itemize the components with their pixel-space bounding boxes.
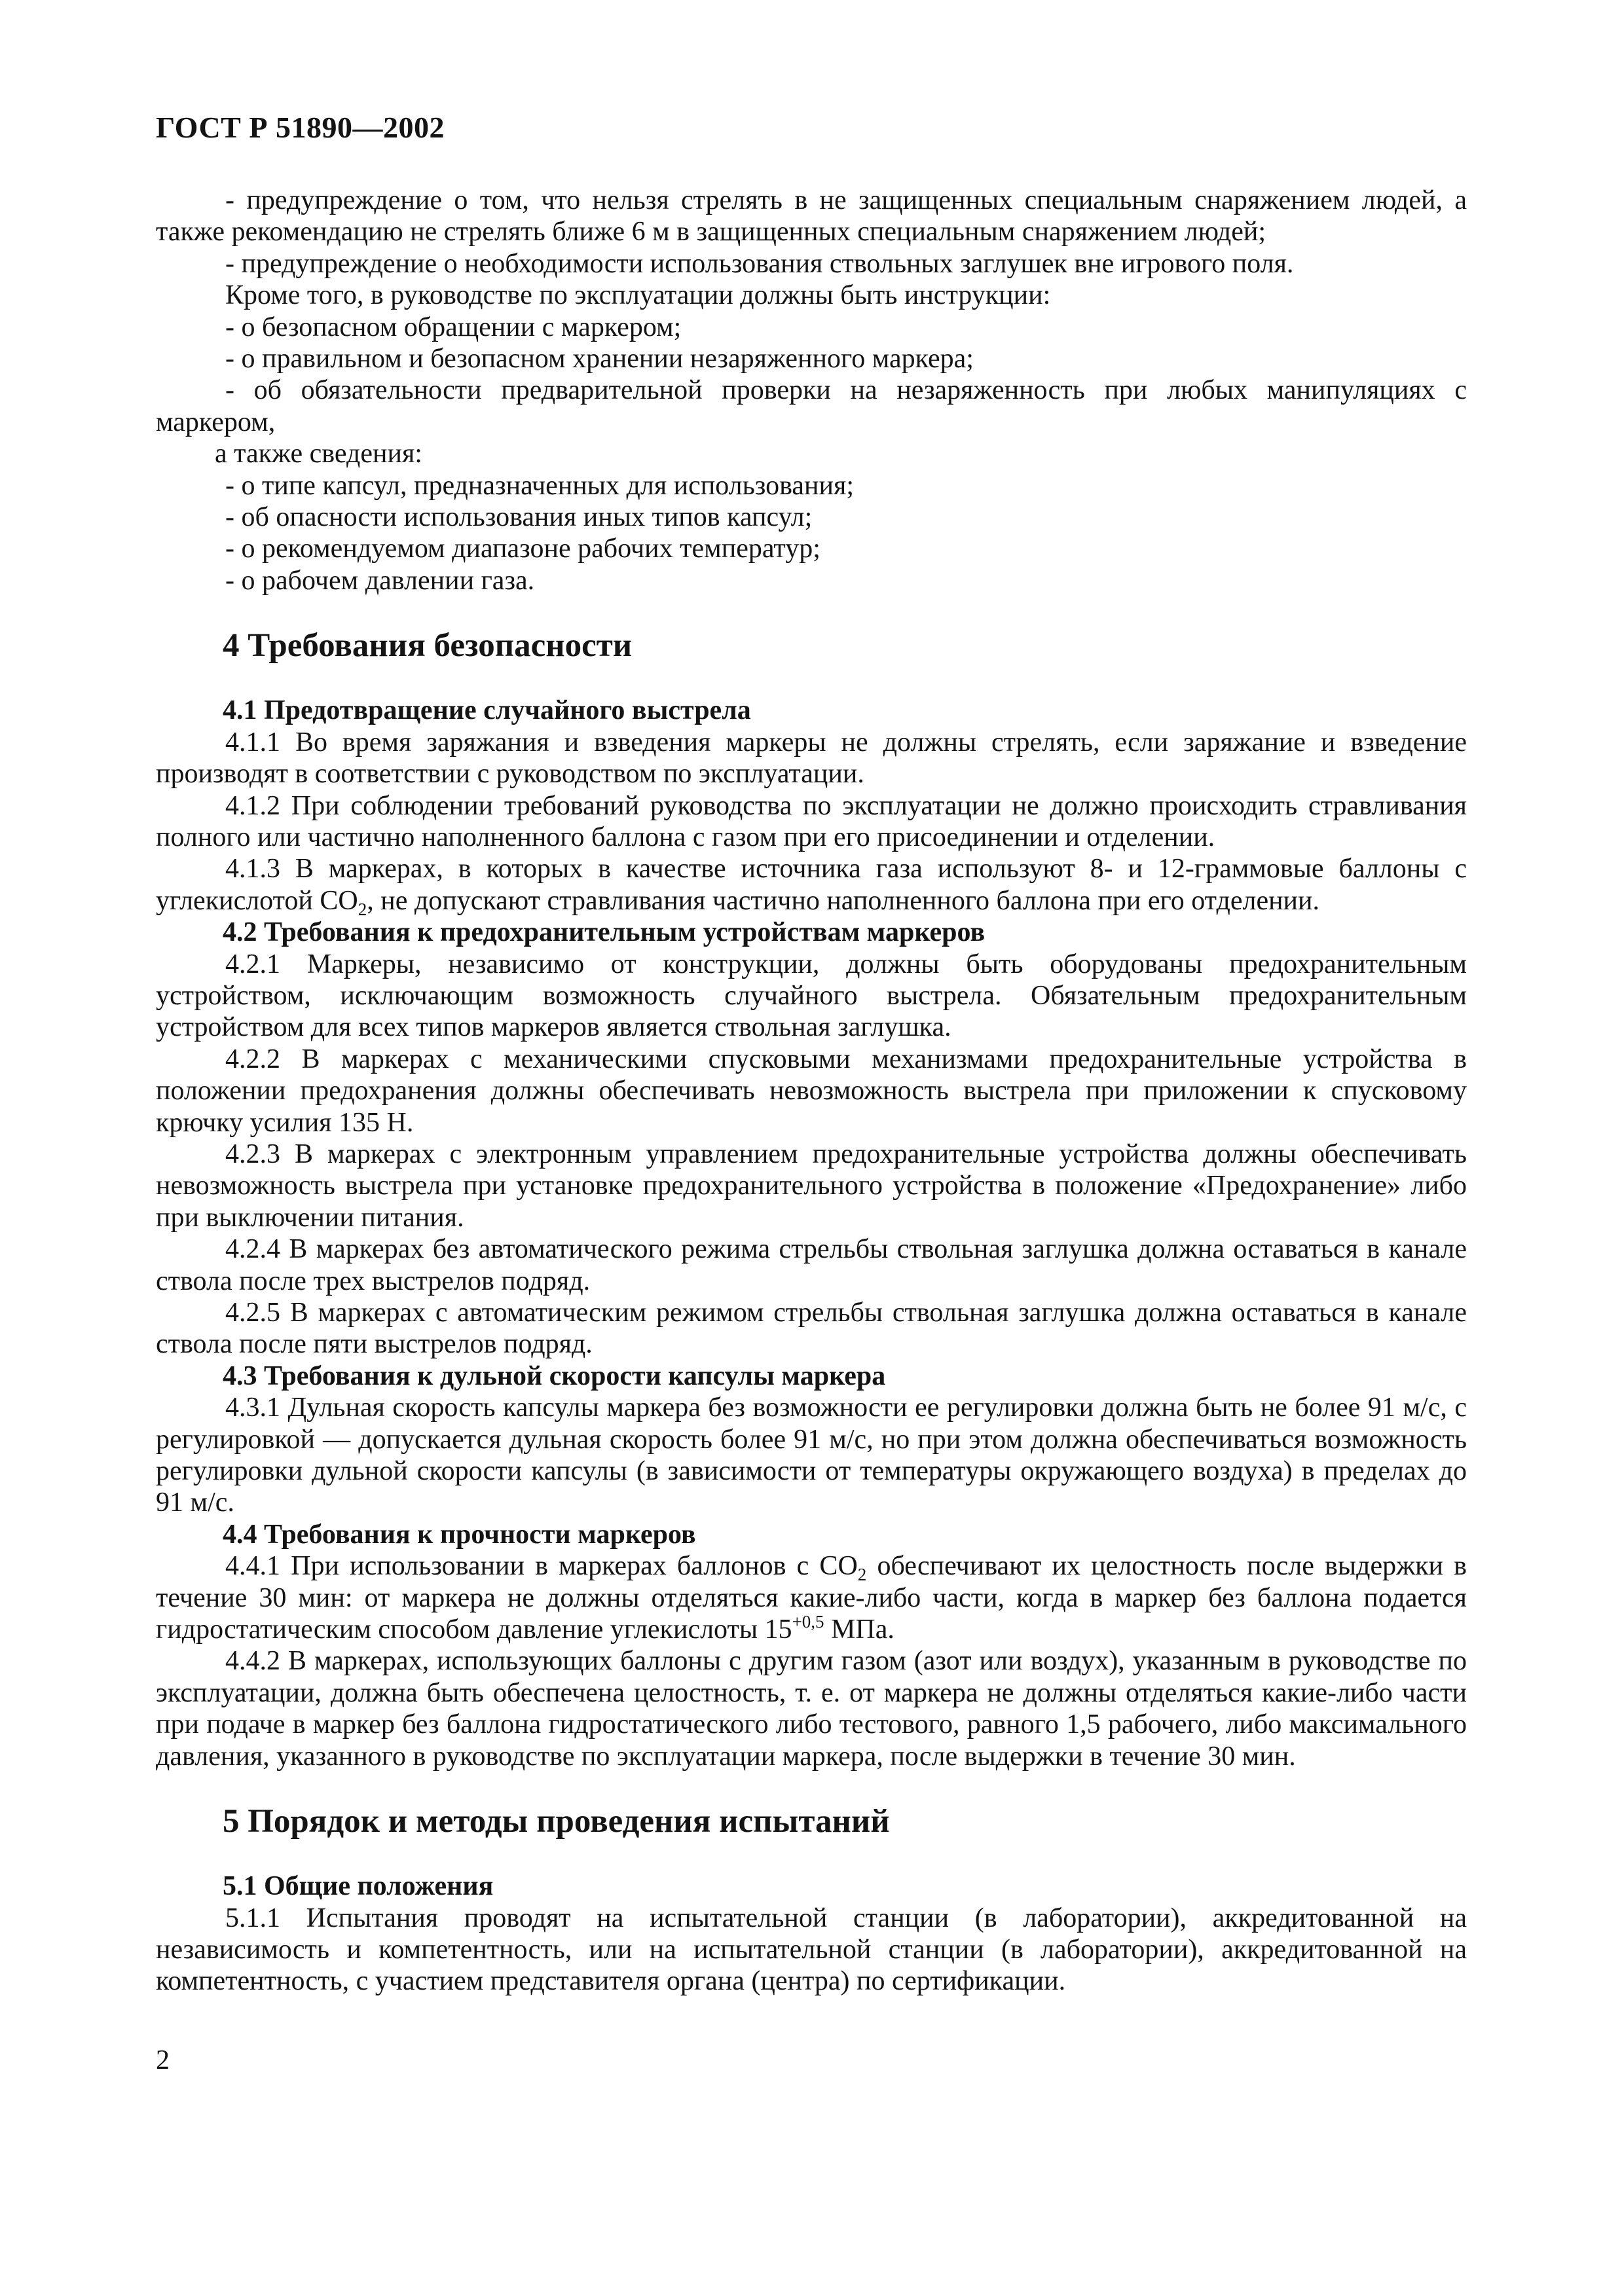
clause-4-2-1: 4.2.1 Маркеры, независимо от конструкции, должны быть оборудованы предохранительным устройством, исключающим возможность случайного выстрела. Обязательным предохранительным устройством для всех типов маркеров является ствольная заглушка.	[156, 949, 1467, 1043]
subsection-5-1-heading: 5.1 Общие положения	[223, 1871, 494, 1902]
intro-list-item: - о правильном и безопасном хранении незаряженного маркера;	[225, 344, 974, 374]
subscript: 2	[358, 899, 367, 919]
clause-4-2-5: 4.2.5 В маркерах с автоматическим режимом стрельбы ствольная заглушка должна оставаться в канале ствола после пяти выстрелов подряд.	[156, 1298, 1467, 1360]
intro-paragraph: Кроме того, в руководстве по эксплуатации должны быть инструкции:	[225, 280, 1051, 311]
intro-paragraph: - предупреждение о том, что нельзя стрелять в не защищенных специальным снаряжением людей, а также рекомендацию не стрелять ближе 6 м в защищенных специальным снаряжением людей;	[156, 185, 1467, 247]
clause-4-2-3: 4.2.3 В маркерах с электронным управлением предохранительные устройства должны обеспечивать невозможность выстрела при установке предохранительного устройства в положение «Предохранение» либо при выключении питания.	[156, 1139, 1467, 1233]
document-body	[156, 185, 1467, 1997]
intro-list-item: - об опасности использования иных типов капсул;	[225, 502, 813, 533]
clause-text: обеспечивают их целостность после выдержки в течение 30 мин: от маркера не должны отделяться какие-либо части, когда в маркер без баллона подается гидростатическим способом давление углекислоты 15	[156, 1551, 1467, 1645]
subscript: 2	[857, 1565, 867, 1585]
intro-list-item: - о типе капсул, предназначенных для использования;	[225, 470, 854, 501]
superscript: +0,5	[792, 1612, 824, 1632]
subsection-4-1-heading: 4.1 Предотвращение случайного выстрела	[223, 695, 751, 726]
clause-4-2-4: 4.2.4 В маркерах без автоматического режима стрельбы ствольная заглушка должна оставаться в канале ствола после трех выстрелов подряд.	[156, 1234, 1467, 1296]
clause-text: , не допускают стравливания частично наполненного баллона при его отделении.	[367, 885, 1320, 916]
clause-4-2-2: 4.2.2 В маркерах с механическими спусковыми механизмами предохранительные устройства в положении предохранения должны обеспечивать невозможность выстрела при приложении к спусковому крючку усилия 135 Н.	[156, 1044, 1467, 1138]
clause-4-3-1: 4.3.1 Дульная скорость капсулы маркера без возможности ее регулировки должна быть не более 91 м/с, с регулировкой — допускается дульная скорость более 91 м/с, но при этом должна обеспечиваться возможность регулировки дульной скорости капсулы (в зависимости от температуры окружающего воздуха) в пределах до 91 м/с.	[156, 1393, 1467, 1518]
clause-4-1-1: 4.1.1 Во время заряжания и взведения маркеры не должны стрелять, если заряжание и взведение производят в соответствии с руководством по эксплуатации.	[156, 727, 1467, 790]
subsection-4-3-heading: 4.3 Требования к дульной скорости капсулы маркера	[223, 1360, 886, 1391]
clause-4-1-2: 4.1.2 При соблюдении требований руководства по эксплуатации не должно происходить стравливания полного или частично наполненного баллона с газом при его присоединении и отделении.	[156, 790, 1467, 852]
intro-paragraph: - предупреждение о необходимости использования ствольных заглушек вне игрового поля.	[225, 248, 1294, 279]
clause-text: 4.4.1 При использовании в маркерах баллонов с СО	[225, 1551, 858, 1582]
intro-list-item: - об обязательности предварительной проверки на незаряженность при любых манипуляциях с маркером,	[156, 375, 1467, 437]
clause-text: 4.1.3 В маркерах, в которых в качестве источника газа используют 8- и 12-граммовые баллоны с углекислотой СО	[156, 854, 1467, 916]
intro-list-item: - о безопасном обращении с маркером;	[225, 312, 682, 342]
section-4-heading: 4 Требования безопасности	[223, 627, 633, 665]
clause-text: МПа.	[824, 1614, 894, 1645]
subsection-4-4-heading: 4.4 Требования к прочности маркеров	[223, 1519, 696, 1550]
clause-4-4-1	[156, 1550, 1467, 1645]
intro-list-item: - о рекомендуемом диапазоне рабочих температур;	[225, 534, 820, 564]
clause-5-1-1: 5.1.1 Испытания проводят на испытательной станции (в лаборатории), аккредитованной на независимость и компетентность, или на испытательной станции (в лаборатории), аккредитованной на компетентность, с участием представителя органа (центра) по сертификации.	[156, 1903, 1467, 1997]
page-number: 2	[156, 2045, 170, 2075]
intro-paragraph: а также сведения:	[215, 439, 422, 469]
intro-list-item: - о рабочем давлении газа.	[225, 565, 535, 596]
section-5-heading: 5 Порядок и методы проведения испытаний	[223, 1803, 890, 1840]
subsection-4-2-heading: 4.2 Требования к предохранительным устройствам маркеров	[223, 917, 986, 948]
clause-4-1-3	[156, 853, 1467, 917]
clause-4-4-2: 4.4.2 В маркерах, использующих баллоны с другим газом (азот или воздух), указанным в руководстве по эксплуатации, должна быть обеспечена целостность, т. е. от маркера не должны отделяться какие-либо части при подаче в маркер без баллона гидростатического либо тестового, равного 1,5 рабочего, либо максимального давления, указанного в руководстве по эксплуатации маркера, после выдержки в течение 30 мин.	[156, 1646, 1467, 1772]
document-header: ГОСТ Р 51890—2002	[156, 111, 445, 144]
